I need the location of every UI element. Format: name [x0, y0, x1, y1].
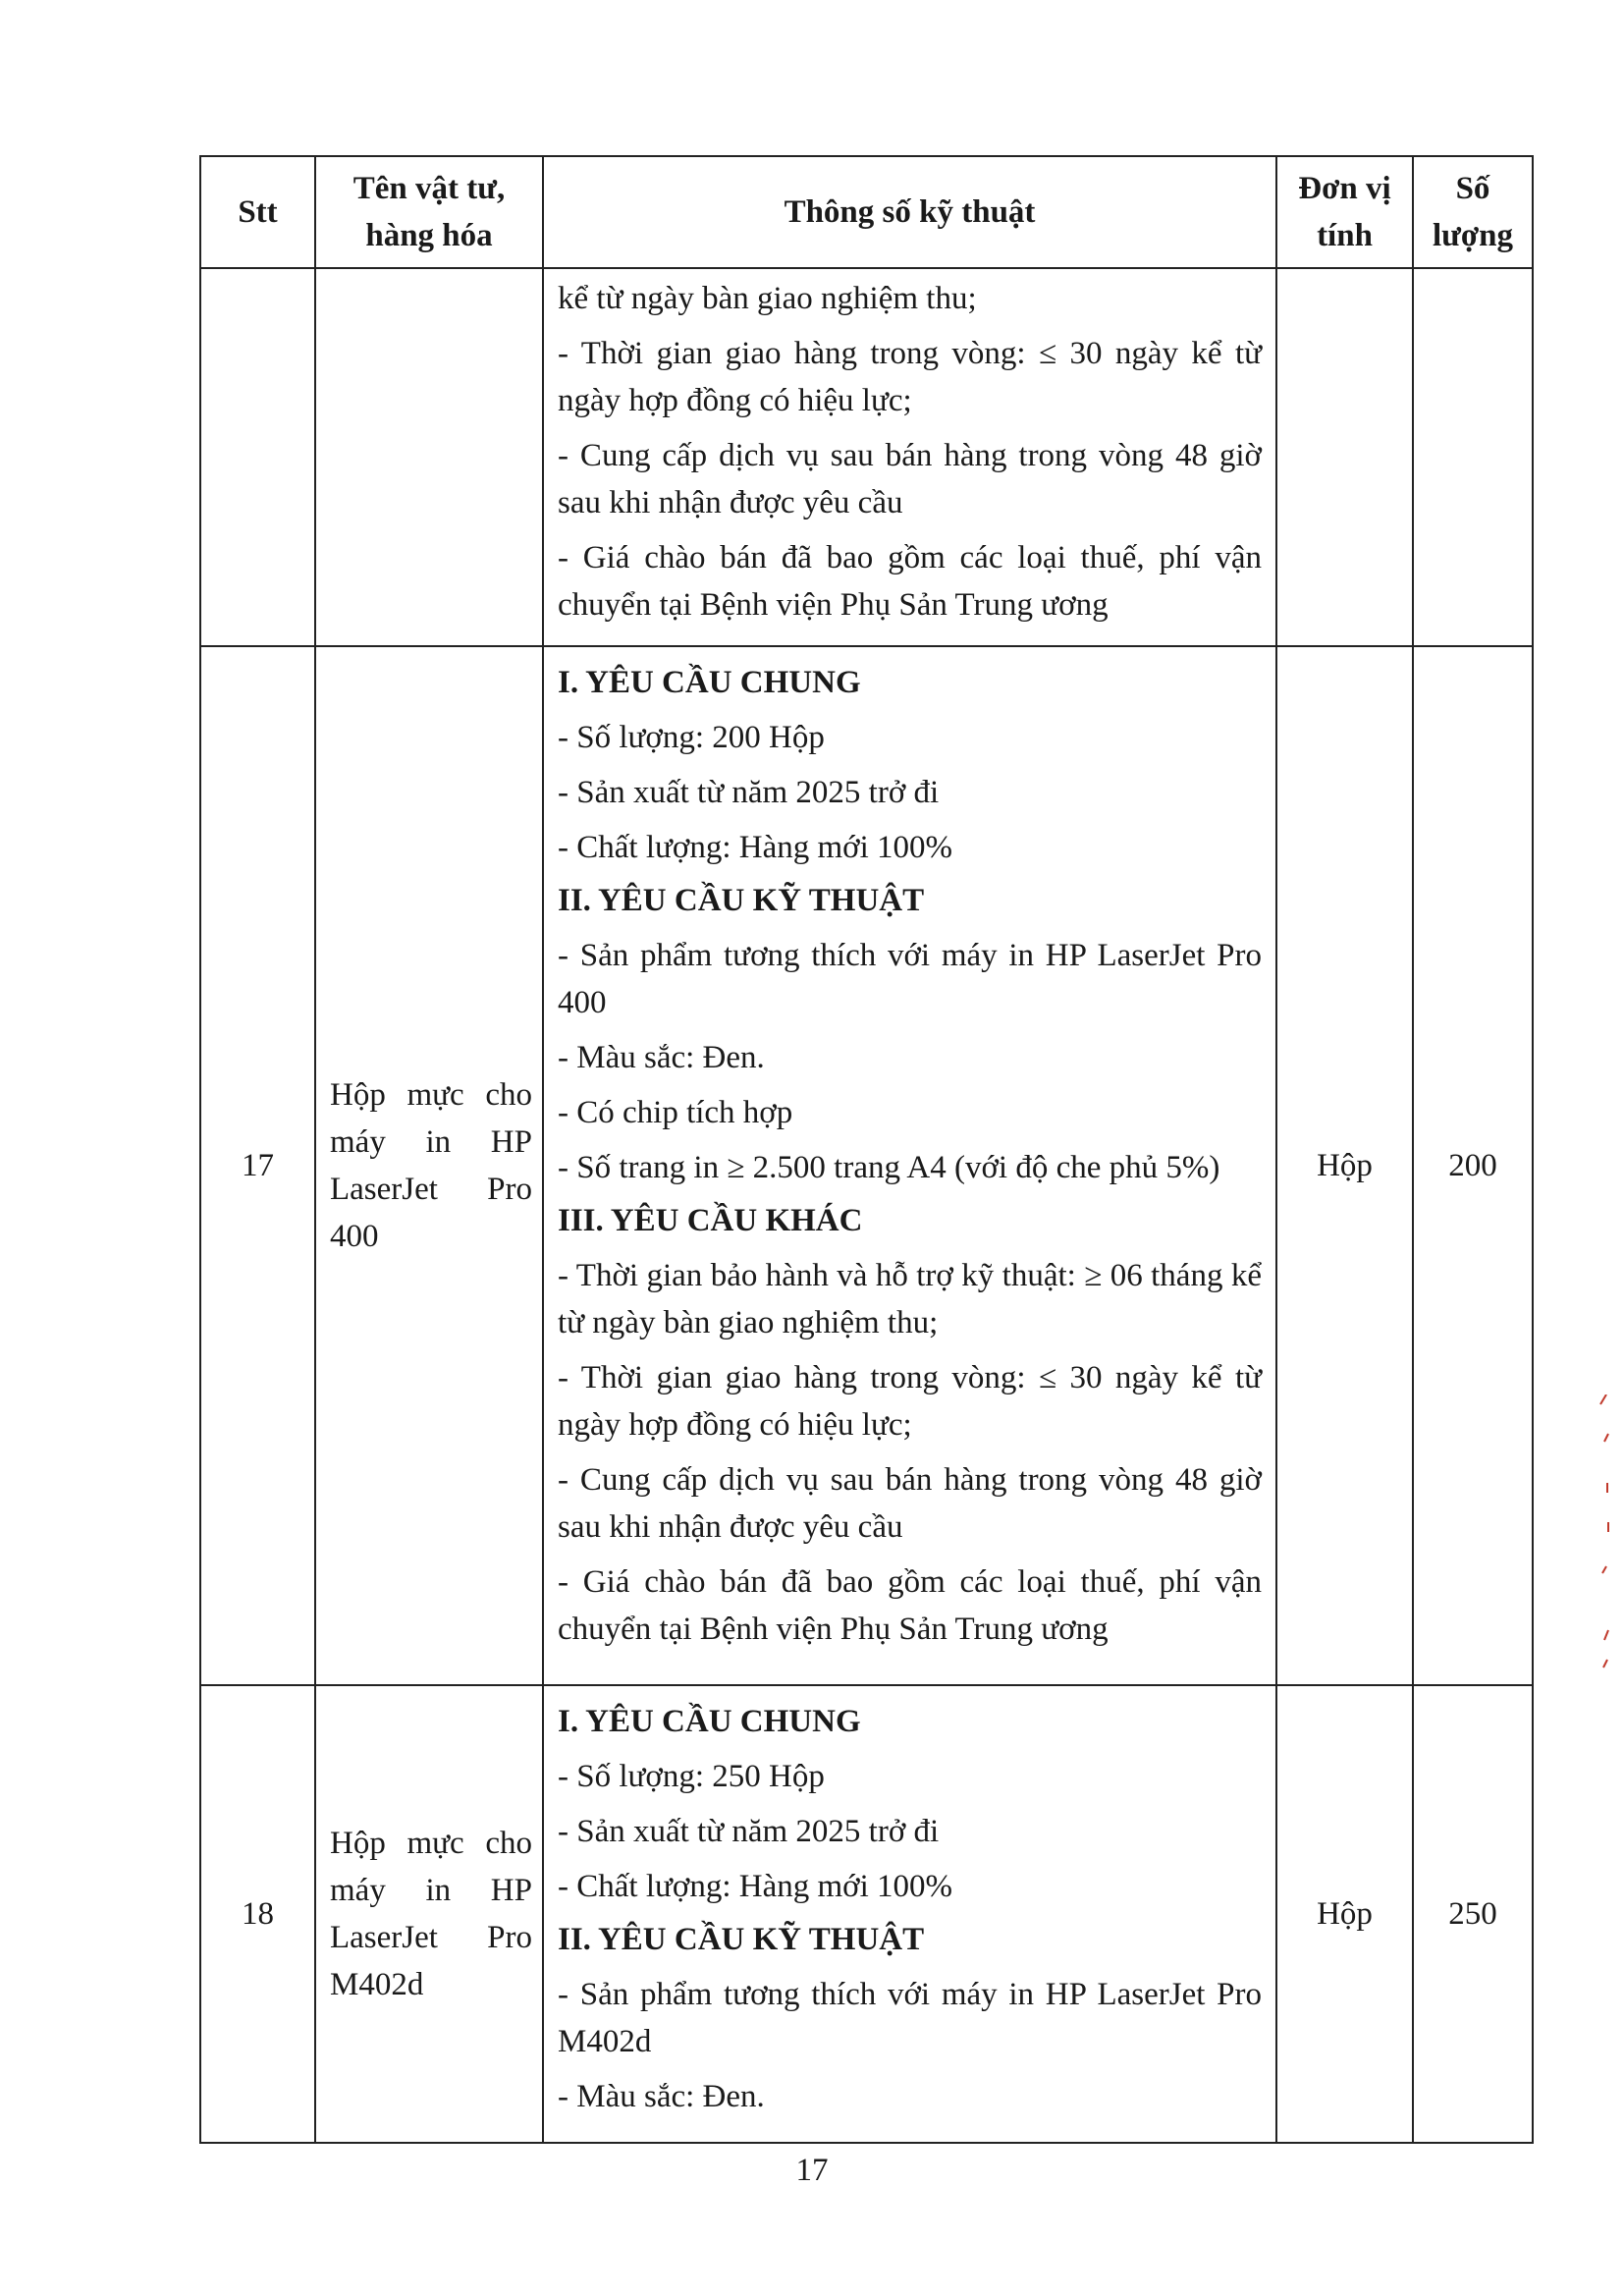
spec-table — [199, 155, 1534, 2144]
cell-qty — [1413, 268, 1533, 646]
header-spec: Thông số kỹ thuật — [543, 156, 1276, 268]
spec-line: - Sản phẩm tương thích với máy in HP LaserJet Pro 400 — [558, 938, 1262, 1020]
header-stt: Stt — [200, 156, 315, 268]
header-name: Tên vật tư, hàng hóa — [315, 156, 543, 268]
spec-line: - Thời gian giao hàng trong vòng: ≤ 30 ngày kể từ ngày hợp đồng có hiệu lực; — [558, 336, 1262, 418]
cell-unit: Hộp — [1276, 646, 1413, 1685]
spec-line: - Màu sắc: Đen. — [558, 1040, 765, 1075]
spec-line: - Chất lượng: Hàng mới 100% — [558, 1869, 952, 1904]
section-heading: I. YÊU CẦU CHUNG — [558, 665, 861, 700]
red-stamp-edge-mark — [1598, 1394, 1610, 1669]
table-header-row — [200, 156, 1533, 268]
cell-name — [315, 1685, 543, 2143]
cell-unit — [1276, 268, 1413, 646]
spec-line: - Sản xuất từ năm 2025 trở đi — [558, 775, 940, 810]
cell-name — [315, 646, 543, 1685]
spec-line: - Sản phẩm tương thích với máy in HP LaserJet Pro M402d — [558, 1977, 1262, 2059]
section-heading: II. YÊU CẦU KỸ THUẬT — [558, 883, 925, 918]
section-heading: II. YÊU CẦU KỸ THUẬT — [558, 1922, 925, 1957]
cell-spec — [543, 268, 1276, 646]
table-row — [200, 646, 1533, 1685]
cell-spec — [543, 1685, 1276, 2143]
spec-line: - Có chip tích hợp — [558, 1095, 793, 1130]
header-unit: Đơn vị tính — [1276, 156, 1413, 268]
spec-line: - Số lượng: 250 Hộp — [558, 1759, 825, 1794]
cell-spec — [543, 646, 1276, 1685]
header-qty: Số lượng — [1413, 156, 1533, 268]
spec-line: - Số lượng: 200 Hộp — [558, 720, 825, 755]
spec-line: - Sản xuất từ năm 2025 trở đi — [558, 1814, 940, 1849]
cell-qty: 250 — [1413, 1685, 1533, 2143]
spec-line: - Số trang in ≥ 2.500 trang A4 (với độ che phủ 5%) — [558, 1150, 1220, 1185]
section-heading: III. YÊU CẦU KHÁC — [558, 1203, 863, 1238]
item-name: Hộp mực cho máy in HP LaserJet Pro M402d — [330, 1826, 532, 2002]
item-name: Hộp mực cho máy in HP LaserJet Pro 400 — [330, 1077, 532, 1254]
spec-line: - Màu sắc: Đen. — [558, 2079, 765, 2114]
spec-line: - Giá chào bán đã bao gồm các loại thuế, phí vận chuyển tại Bệnh viện Phụ Sản Trung ương — [558, 540, 1262, 623]
spec-line: - Chất lượng: Hàng mới 100% — [558, 830, 952, 865]
cell-qty: 200 — [1413, 646, 1533, 1685]
spec-line: - Cung cấp dịch vụ sau bán hàng trong vòng 48 giờ sau khi nhận được yêu cầu — [558, 1462, 1262, 1545]
table-row — [200, 1685, 1533, 2143]
section-heading: I. YÊU CẦU CHUNG — [558, 1704, 861, 1739]
cell-stt: 17 — [200, 646, 315, 1685]
spec-line: - Giá chào bán đã bao gồm các loại thuế, phí vận chuyển tại Bệnh viện Phụ Sản Trung ương — [558, 1564, 1262, 1647]
cell-stt: 18 — [200, 1685, 315, 2143]
cell-name — [315, 268, 543, 646]
cell-stt — [200, 268, 315, 646]
page-number: 17 — [795, 2153, 829, 2188]
spec-line: kể từ ngày bàn giao nghiệm thu; — [558, 281, 977, 316]
table-row-continuation — [200, 268, 1533, 646]
spec-line: - Cung cấp dịch vụ sau bán hàng trong vòng 48 giờ sau khi nhận được yêu cầu — [558, 438, 1262, 520]
cell-unit: Hộp — [1276, 1685, 1413, 2143]
spec-line: - Thời gian bảo hành và hỗ trợ kỹ thuật: ≥ 06 tháng kể từ ngày bàn giao nghiệm thu; — [558, 1258, 1262, 1340]
spec-line: - Thời gian giao hàng trong vòng: ≤ 30 ngày kể từ ngày hợp đồng có hiệu lực; — [558, 1360, 1262, 1443]
